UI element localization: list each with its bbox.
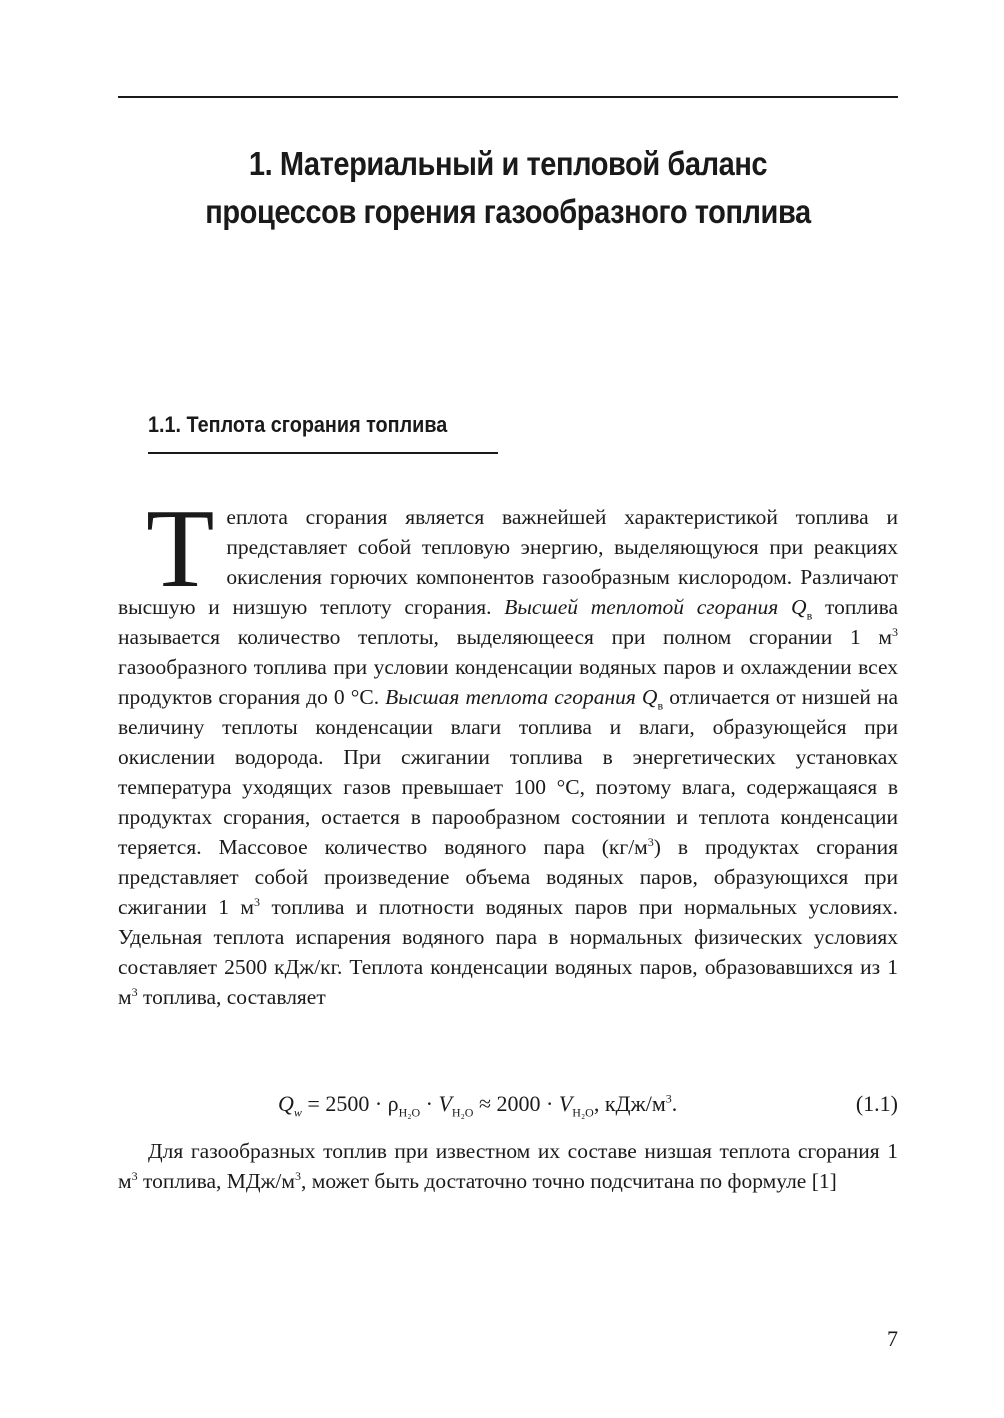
paragraph-text: топлива называется количество теплоты, выделяющееся при полном сгорании 1 м [118, 595, 898, 649]
paragraph-text: отличается от низшей на величину теплоты конденсации влаги топлива и влаги, образующейся при окислении водорода. При сжигании топлива в энергетических установках температура уходящих газов превышает 100 °C, поэтому влага, содержащаяся в продуктах сгорания, остается в парообразном состоянии и теплота конденсации теряется. Массовое количество водяного пара (кг/м [118, 685, 898, 859]
superscript: 3 [131, 1168, 138, 1183]
eq-subscript-h2o: H₂O [572, 1105, 594, 1120]
superscript: 3 [647, 834, 654, 849]
superscript: 3 [254, 894, 261, 909]
term-italic: Высшей теплотой сгорания Q [504, 595, 807, 619]
eq-text: . [671, 1091, 678, 1116]
eq-symbol-v: V [558, 1091, 573, 1116]
paragraph-second [118, 1136, 898, 1196]
paragraph-text: газообразного топлива при условии конденсации водяных паров и охлаждении всех продуктов сгорания до 0 °C. [118, 655, 898, 709]
eq-text: = 2500 · ρ [301, 1091, 399, 1116]
eq-subscript-w [294, 1105, 302, 1119]
equation-1-1 [118, 1086, 898, 1122]
eq-subscript-h2o: H₂O [451, 1105, 474, 1120]
paragraph-text: топлива, МДж/м [137, 1169, 295, 1193]
top-rule [118, 96, 898, 98]
page-number: 7 [887, 1326, 898, 1351]
eq-superscript: 3 [665, 1091, 672, 1106]
term-italic: Высшая теплота сгорания Q [385, 685, 658, 709]
eq-symbol-v: V [438, 1091, 452, 1116]
drop-cap: Т [146, 487, 215, 611]
superscript: 3 [294, 1168, 301, 1183]
chapter-title-line-2: процессов горения газообразного топлива [205, 193, 811, 230]
paragraph-text: , может быть достаточно точно подсчитана по формуле [1] [300, 1169, 837, 1193]
eq-subscript-w-text: w [293, 1105, 302, 1120]
paragraph-main [118, 487, 899, 1012]
paragraph-text: Для газообразных топлив при известном их составе низшая теплота сгорания 1 м [118, 1139, 898, 1193]
paragraph-text: еплота сгорания является важнейшей характеристикой топлива и представляет собой тепловую энергию, выделяющуюся при реакциях окисления горючих компонентов газообразным кислородом. Различают высшую и низшую теплоту сгорания. [118, 505, 898, 619]
chapter-title [165, 140, 851, 236]
subscript: в [657, 698, 664, 713]
equation-number: (1.1) [855, 1091, 898, 1116]
section-underline [148, 452, 498, 454]
paragraph-text: топлива, составляет [137, 985, 326, 1009]
eq-text: ≈ 2000 · [473, 1091, 559, 1116]
equation-formula [278, 1086, 677, 1122]
section-heading: 1.1. Теплота сгорания топлива [148, 412, 448, 437]
chapter-title-line-1: 1. Материальный и тепловой баланс [248, 145, 768, 182]
eq-subscript-h2o: H₂O [398, 1105, 421, 1120]
paragraph-text: ) в продуктах сгорания представляет собой произведение объема водяных паров, образующихся при сжигании 1 м [118, 835, 898, 919]
eq-text: · [420, 1091, 439, 1116]
eq-symbol-q: Q [278, 1091, 294, 1116]
superscript: 3 [131, 984, 138, 999]
subscript: в [806, 608, 813, 623]
superscript: 3 [892, 624, 898, 639]
paragraph-text: топлива и плотности водяных паров при нормальных условиях. Удельная теплота испарения водяного пара в нормальных физических условиях составляет 2500 кДж/кг. Теплота конденсации водяных паров, образовавшихся из 1 м [118, 895, 899, 1009]
eq-text: , кДж/м [593, 1091, 666, 1116]
